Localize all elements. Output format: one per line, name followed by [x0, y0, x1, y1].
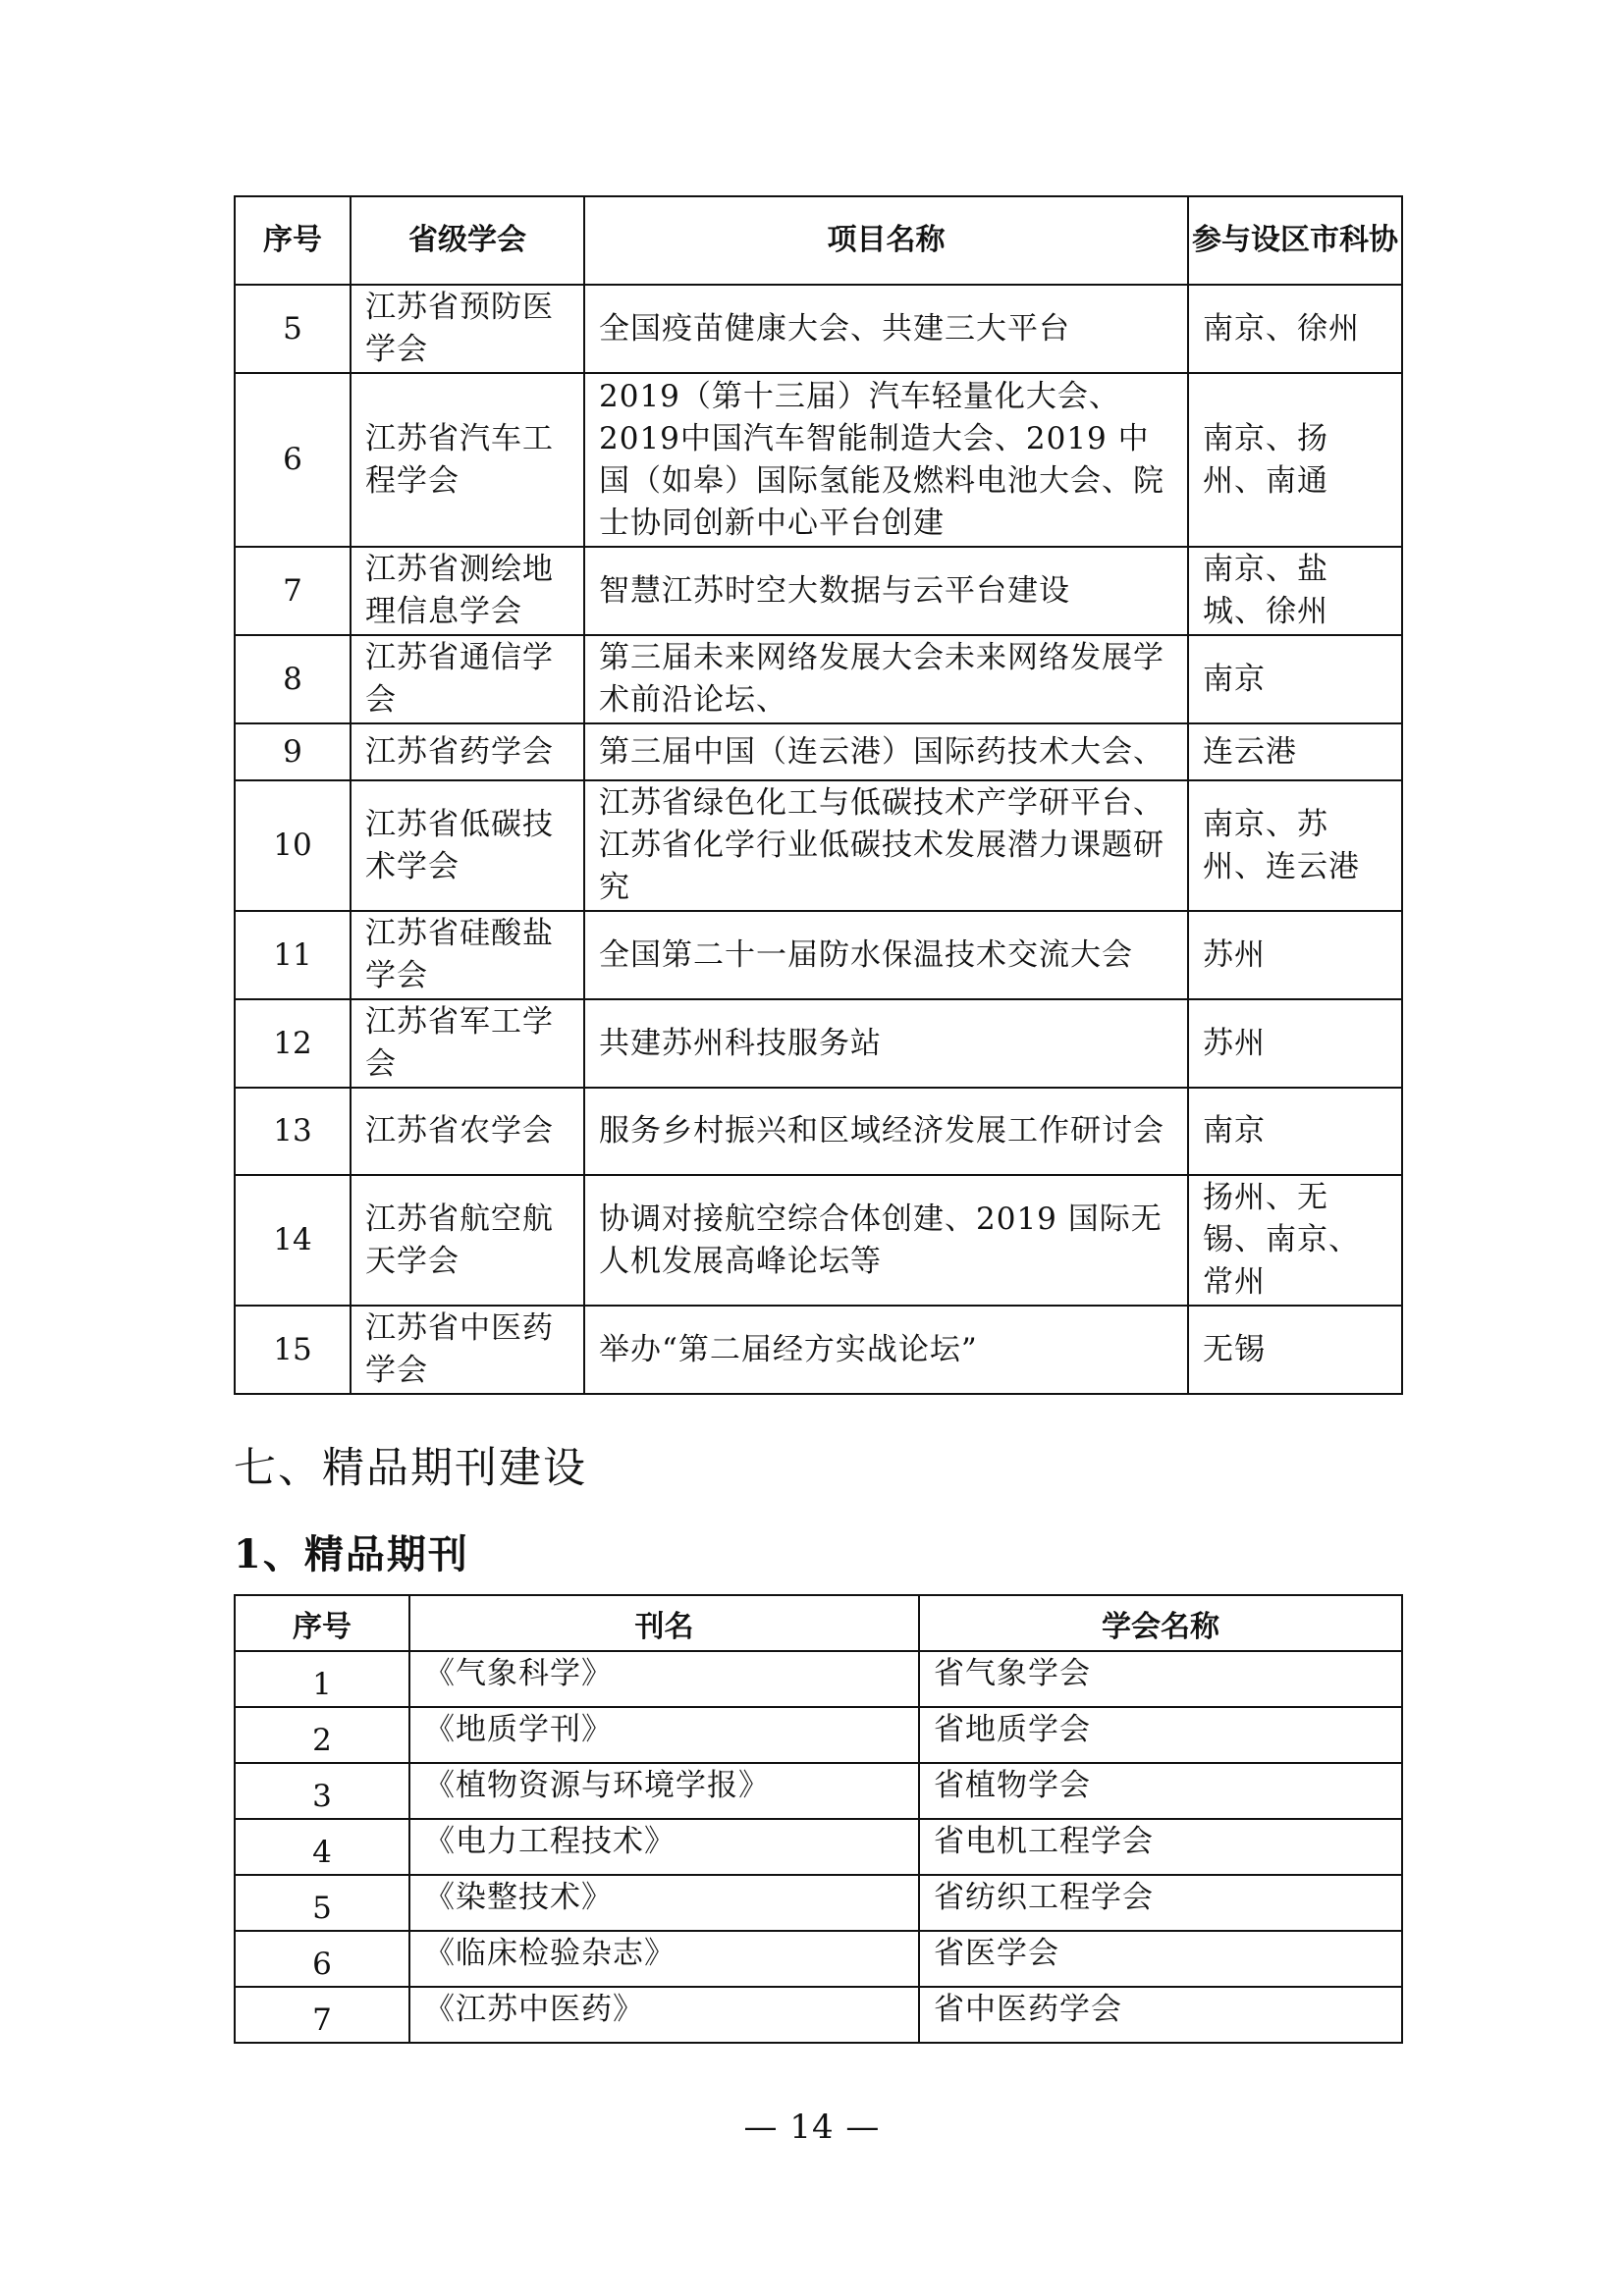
- society-name: 省医学会: [919, 1931, 1402, 1987]
- row-number: 6: [235, 1931, 409, 1987]
- column-header-cities: 参与设区市科协: [1188, 196, 1402, 285]
- journal-name: 《染整技术》: [409, 1875, 919, 1931]
- journal-name: 《江苏中医药》: [409, 1987, 919, 2043]
- society-name: 省电机工程学会: [919, 1819, 1402, 1875]
- table-row: [235, 1875, 1402, 1931]
- row-number: 7: [235, 547, 351, 635]
- row-number: 9: [235, 723, 351, 780]
- project-name: 服务乡村振兴和区域经济发展工作研讨会: [584, 1088, 1188, 1175]
- column-header-society: 省级学会: [351, 196, 584, 285]
- table-row: [235, 373, 1402, 547]
- row-number: 11: [235, 911, 351, 999]
- table-row: [235, 285, 1402, 373]
- section-heading: 七、精品期刊建设: [234, 1444, 587, 1493]
- participating-cities: 无锡: [1188, 1306, 1402, 1394]
- society-name: 省植物学会: [919, 1763, 1402, 1819]
- row-number: 5: [235, 1875, 409, 1931]
- society-name: 江苏省通信学会: [351, 635, 584, 723]
- row-number: 5: [235, 285, 351, 373]
- row-number: 15: [235, 1306, 351, 1394]
- society-name: 江苏省测绘地理信息学会: [351, 547, 584, 635]
- table-row: [235, 1175, 1402, 1306]
- project-name: 举办“第二届经方实战论坛”: [584, 1306, 1188, 1394]
- column-header-number: 序号: [235, 196, 351, 285]
- participating-cities: 苏州: [1188, 911, 1402, 999]
- journal-name: 《电力工程技术》: [409, 1819, 919, 1875]
- row-number: 8: [235, 635, 351, 723]
- table-row: [235, 1088, 1402, 1175]
- table-row: [235, 1651, 1402, 1707]
- table-row: [235, 1819, 1402, 1875]
- project-name: 共建苏州科技服务站: [584, 999, 1188, 1088]
- project-name: 协调对接航空综合体创建、2019 国际无人机发展高峰论坛等: [584, 1175, 1188, 1306]
- page-number: — 14 —: [743, 2108, 881, 2147]
- project-name: 第三届未来网络发展大会未来网络发展学术前沿论坛、: [584, 635, 1188, 723]
- journal-name: 《气象科学》: [409, 1651, 919, 1707]
- column-header-journal: 刊名: [409, 1595, 919, 1651]
- table-row: [235, 780, 1402, 911]
- participating-cities: 南京: [1188, 1088, 1402, 1175]
- table-row: [235, 1306, 1402, 1394]
- subsection-heading: 1、精品期刊: [234, 1531, 469, 1577]
- table-row: [235, 1763, 1402, 1819]
- column-header-number: 序号: [235, 1595, 409, 1651]
- participating-cities: 南京: [1188, 635, 1402, 723]
- project-name: 江苏省绿色化工与低碳技术产学研平台、江苏省化学行业低碳技术发展潜力课题研究: [584, 780, 1188, 911]
- row-number: 13: [235, 1088, 351, 1175]
- journals-table: [234, 1594, 1403, 2044]
- participating-cities: 南京、徐州: [1188, 285, 1402, 373]
- society-name: 省中医药学会: [919, 1987, 1402, 2043]
- row-number: 6: [235, 373, 351, 547]
- society-name: 省气象学会: [919, 1651, 1402, 1707]
- project-name: 全国第二十一届防水保温技术交流大会: [584, 911, 1188, 999]
- society-name: 江苏省农学会: [351, 1088, 584, 1175]
- row-number: 14: [235, 1175, 351, 1306]
- society-name: 江苏省硅酸盐学会: [351, 911, 584, 999]
- row-number: 7: [235, 1987, 409, 2043]
- society-name: 江苏省中医药学会: [351, 1306, 584, 1394]
- society-name: 江苏省航空航天学会: [351, 1175, 584, 1306]
- society-name: 江苏省药学会: [351, 723, 584, 780]
- project-name: 智慧江苏时空大数据与云平台建设: [584, 547, 1188, 635]
- table-row: [235, 911, 1402, 999]
- row-number: 1: [235, 1651, 409, 1707]
- project-name: 全国疫苗健康大会、共建三大平台: [584, 285, 1188, 373]
- row-number: 12: [235, 999, 351, 1088]
- column-header-project: 项目名称: [584, 196, 1188, 285]
- society-name: 江苏省预防医学会: [351, 285, 584, 373]
- journal-name: 《地质学刊》: [409, 1707, 919, 1763]
- participating-cities: 南京、苏州、连云港: [1188, 780, 1402, 911]
- row-number: 3: [235, 1763, 409, 1819]
- participating-cities: 连云港: [1188, 723, 1402, 780]
- society-name: 江苏省低碳技术学会: [351, 780, 584, 911]
- journal-name: 《临床检验杂志》: [409, 1931, 919, 1987]
- row-number: 10: [235, 780, 351, 911]
- project-name: 2019（第十三届）汽车轻量化大会、2019中国汽车智能制造大会、2019 中国（如皋）国际氢能及燃料电池大会、院士协同创新中心平台创建: [584, 373, 1188, 547]
- table-row: [235, 1987, 1402, 2043]
- participating-cities: 扬州、无锡、南京、常州: [1188, 1175, 1402, 1306]
- column-header-society: 学会名称: [919, 1595, 1402, 1651]
- table-header-row: [235, 1595, 1402, 1651]
- society-name: 省纺织工程学会: [919, 1875, 1402, 1931]
- participating-cities: 南京、盐城、徐州: [1188, 547, 1402, 635]
- society-name: 江苏省汽车工程学会: [351, 373, 584, 547]
- society-name: 江苏省军工学会: [351, 999, 584, 1088]
- society-name: 省地质学会: [919, 1707, 1402, 1763]
- table-row: [235, 723, 1402, 780]
- table-row: [235, 547, 1402, 635]
- joint-projects-table: [234, 195, 1403, 1395]
- journal-name: 《植物资源与环境学报》: [409, 1763, 919, 1819]
- participating-cities: 南京、扬州、南通: [1188, 373, 1402, 547]
- table-row: [235, 1931, 1402, 1987]
- row-number: 4: [235, 1819, 409, 1875]
- table-header-row: [235, 196, 1402, 285]
- table-row: [235, 999, 1402, 1088]
- participating-cities: 苏州: [1188, 999, 1402, 1088]
- table-row: [235, 635, 1402, 723]
- project-name: 第三届中国（连云港）国际药技术大会、: [584, 723, 1188, 780]
- table-row: [235, 1707, 1402, 1763]
- row-number: 2: [235, 1707, 409, 1763]
